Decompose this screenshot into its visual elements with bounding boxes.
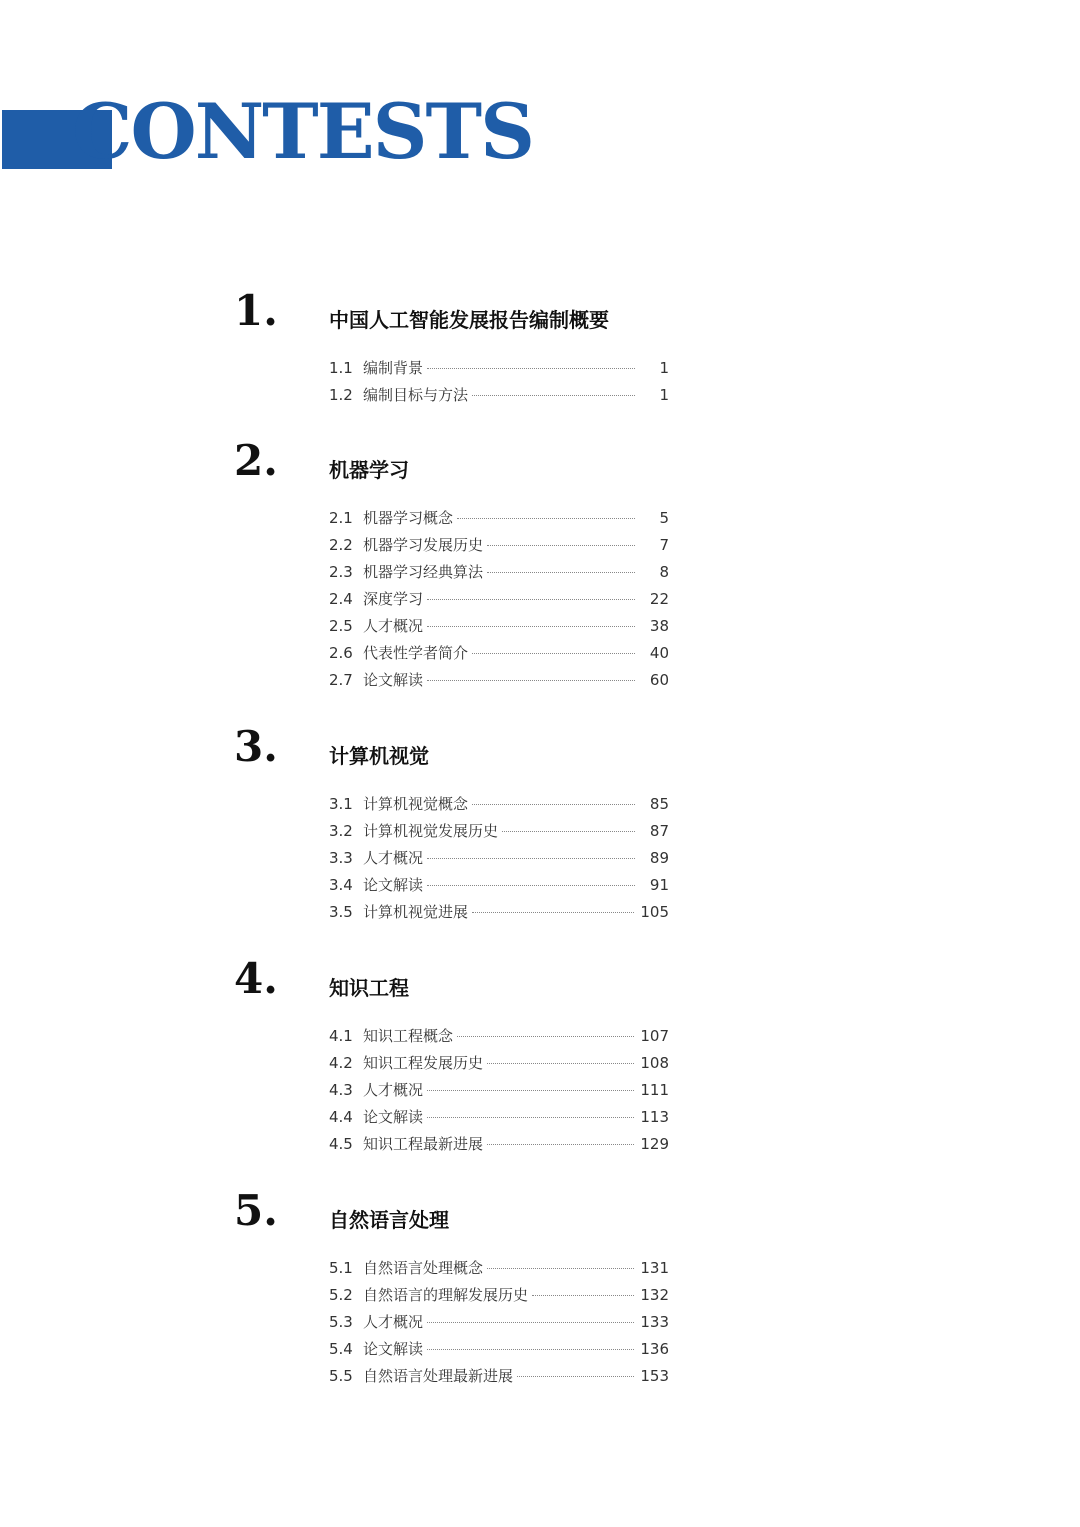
entry-label: 人才概况 bbox=[363, 1313, 424, 1331]
dot-leader bbox=[487, 572, 635, 573]
toc-entry[interactable] bbox=[329, 1103, 669, 1130]
section-title[interactable]: 机器学习 bbox=[329, 458, 409, 482]
dot-leader bbox=[427, 368, 635, 369]
section-title[interactable]: 知识工程 bbox=[329, 976, 409, 1000]
entry-label: 编制背景 bbox=[363, 359, 424, 377]
entry-label: 机器学习发展历史 bbox=[363, 536, 484, 554]
entry-page-number: 153 bbox=[640, 1366, 669, 1385]
entry-number: 4.1 bbox=[329, 1026, 353, 1045]
entry-page-number: 131 bbox=[640, 1258, 669, 1277]
section-items bbox=[329, 790, 669, 925]
entry-label: 机器学习经典算法 bbox=[363, 563, 484, 581]
entry-number: 2.1 bbox=[329, 508, 353, 527]
entry-number: 2.2 bbox=[329, 535, 353, 554]
entry-label: 论文解读 bbox=[363, 1340, 424, 1358]
entry-number: 5.4 bbox=[329, 1339, 353, 1358]
entry-label: 深度学习 bbox=[363, 590, 424, 608]
section-title[interactable]: 计算机视觉 bbox=[329, 744, 429, 768]
entry-number: 1.2 bbox=[329, 385, 353, 404]
entry-number: 3.5 bbox=[329, 902, 353, 921]
entry-page-number: 7 bbox=[659, 535, 669, 554]
toc-entry[interactable] bbox=[329, 844, 669, 871]
entry-label: 知识工程概念 bbox=[363, 1027, 454, 1045]
entry-page-number: 113 bbox=[640, 1107, 669, 1126]
entry-page-number: 91 bbox=[649, 875, 669, 894]
entry-page-number: 107 bbox=[640, 1026, 669, 1045]
dot-leader bbox=[427, 626, 635, 627]
entry-page-number: 1 bbox=[659, 385, 669, 404]
toc-entry[interactable] bbox=[329, 1281, 669, 1308]
entry-number: 2.7 bbox=[329, 670, 353, 689]
section-items bbox=[329, 504, 669, 693]
toc-entry[interactable] bbox=[329, 354, 669, 381]
toc-entry[interactable] bbox=[329, 898, 669, 925]
dot-leader bbox=[457, 518, 635, 519]
entry-page-number: 38 bbox=[649, 616, 669, 635]
entry-number: 3.3 bbox=[329, 848, 353, 867]
entry-number: 1.1 bbox=[329, 358, 353, 377]
entry-number: 3.2 bbox=[329, 821, 353, 840]
dot-leader bbox=[472, 912, 634, 913]
page-header bbox=[0, 87, 600, 180]
entry-number: 5.5 bbox=[329, 1366, 353, 1385]
dot-leader bbox=[517, 1376, 634, 1377]
toc-entry[interactable] bbox=[329, 504, 669, 531]
dot-leader bbox=[427, 1117, 634, 1118]
entry-label: 自然语言处理概念 bbox=[363, 1259, 484, 1277]
toc-entry[interactable] bbox=[329, 1254, 669, 1281]
entry-page-number: 136 bbox=[640, 1339, 669, 1358]
entry-number: 3.4 bbox=[329, 875, 353, 894]
entry-number: 2.5 bbox=[329, 616, 353, 635]
dot-leader bbox=[427, 858, 635, 859]
entry-label: 自然语言处理最新进展 bbox=[363, 1367, 514, 1385]
toc-entry[interactable] bbox=[329, 585, 669, 612]
entry-page-number: 5 bbox=[659, 508, 669, 527]
dot-leader bbox=[487, 1268, 634, 1269]
entry-label: 论文解读 bbox=[363, 1108, 424, 1126]
entry-number: 2.4 bbox=[329, 589, 353, 608]
dot-leader bbox=[427, 680, 635, 681]
entry-page-number: 108 bbox=[640, 1053, 669, 1072]
section-number: 4. bbox=[234, 954, 278, 1003]
entry-number: 4.4 bbox=[329, 1107, 353, 1126]
toc-entry[interactable] bbox=[329, 639, 669, 666]
toc-entry[interactable] bbox=[329, 1308, 669, 1335]
dot-leader bbox=[472, 804, 635, 805]
toc-entry[interactable] bbox=[329, 1049, 669, 1076]
toc-entry[interactable] bbox=[329, 381, 669, 408]
dot-leader bbox=[487, 1144, 634, 1145]
entry-number: 5.3 bbox=[329, 1312, 353, 1331]
entry-label: 人才概况 bbox=[363, 849, 424, 867]
section-number: 2. bbox=[234, 436, 278, 485]
entry-page-number: 40 bbox=[649, 643, 669, 662]
entry-label: 知识工程发展历史 bbox=[363, 1054, 484, 1072]
entry-label: 机器学习概念 bbox=[363, 509, 454, 527]
dot-leader bbox=[487, 1063, 634, 1064]
toc-entry[interactable] bbox=[329, 817, 669, 844]
toc-entry[interactable] bbox=[329, 1076, 669, 1103]
entry-page-number: 133 bbox=[640, 1312, 669, 1331]
entry-label: 论文解读 bbox=[363, 671, 424, 689]
page-title: CONTESTS bbox=[72, 87, 533, 176]
dot-leader bbox=[427, 885, 635, 886]
dot-leader bbox=[532, 1295, 634, 1296]
toc-entry[interactable] bbox=[329, 612, 669, 639]
entry-label: 人才概况 bbox=[363, 617, 424, 635]
entry-page-number: 60 bbox=[649, 670, 669, 689]
section-title[interactable]: 中国人工智能发展报告编制概要 bbox=[329, 308, 609, 332]
entry-label: 代表性学者简介 bbox=[363, 644, 469, 662]
dot-leader bbox=[487, 545, 635, 546]
toc-entry[interactable] bbox=[329, 666, 669, 693]
entry-page-number: 89 bbox=[649, 848, 669, 867]
dot-leader bbox=[427, 1349, 634, 1350]
dot-leader bbox=[427, 1322, 634, 1323]
section-items bbox=[329, 1254, 669, 1389]
toc-entry[interactable] bbox=[329, 1362, 669, 1389]
entry-page-number: 22 bbox=[649, 589, 669, 608]
entry-page-number: 8 bbox=[659, 562, 669, 581]
entry-number: 4.2 bbox=[329, 1053, 353, 1072]
entry-page-number: 132 bbox=[640, 1285, 669, 1304]
dot-leader bbox=[502, 831, 635, 832]
section-number: 1. bbox=[234, 286, 278, 335]
toc-entry[interactable] bbox=[329, 790, 669, 817]
toc-entry[interactable] bbox=[329, 1130, 669, 1157]
entry-number: 4.3 bbox=[329, 1080, 353, 1099]
entry-label: 计算机视觉发展历史 bbox=[363, 822, 499, 840]
dot-leader bbox=[472, 653, 635, 654]
toc-entry[interactable] bbox=[329, 558, 669, 585]
entry-label: 自然语言的理解发展历史 bbox=[363, 1286, 529, 1304]
dot-leader bbox=[427, 1090, 634, 1091]
toc-entry[interactable] bbox=[329, 1022, 669, 1049]
entry-number: 2.3 bbox=[329, 562, 353, 581]
section-title[interactable]: 自然语言处理 bbox=[329, 1208, 449, 1232]
entry-page-number: 87 bbox=[649, 821, 669, 840]
entry-label: 论文解读 bbox=[363, 876, 424, 894]
entry-number: 2.6 bbox=[329, 643, 353, 662]
entry-page-number: 129 bbox=[640, 1134, 669, 1153]
toc-entry[interactable] bbox=[329, 1335, 669, 1362]
entry-label: 知识工程最新进展 bbox=[363, 1135, 484, 1153]
entry-number: 3.1 bbox=[329, 794, 353, 813]
entry-page-number: 105 bbox=[640, 902, 669, 921]
entry-page-number: 85 bbox=[649, 794, 669, 813]
entry-number: 4.5 bbox=[329, 1134, 353, 1153]
entry-label: 计算机视觉概念 bbox=[363, 795, 469, 813]
entry-label: 编制目标与方法 bbox=[363, 386, 469, 404]
entry-number: 5.1 bbox=[329, 1258, 353, 1277]
entry-label: 计算机视觉进展 bbox=[363, 903, 469, 921]
dot-leader bbox=[472, 395, 635, 396]
entry-label: 人才概况 bbox=[363, 1081, 424, 1099]
dot-leader bbox=[457, 1036, 634, 1037]
section-items bbox=[329, 354, 669, 408]
dot-leader bbox=[427, 599, 635, 600]
toc-entry[interactable] bbox=[329, 871, 669, 898]
toc-entry[interactable] bbox=[329, 531, 669, 558]
section-number: 3. bbox=[234, 722, 278, 771]
section-items bbox=[329, 1022, 669, 1157]
section-number: 5. bbox=[234, 1186, 278, 1235]
entry-page-number: 111 bbox=[640, 1080, 669, 1099]
entry-page-number: 1 bbox=[659, 358, 669, 377]
entry-number: 5.2 bbox=[329, 1285, 353, 1304]
